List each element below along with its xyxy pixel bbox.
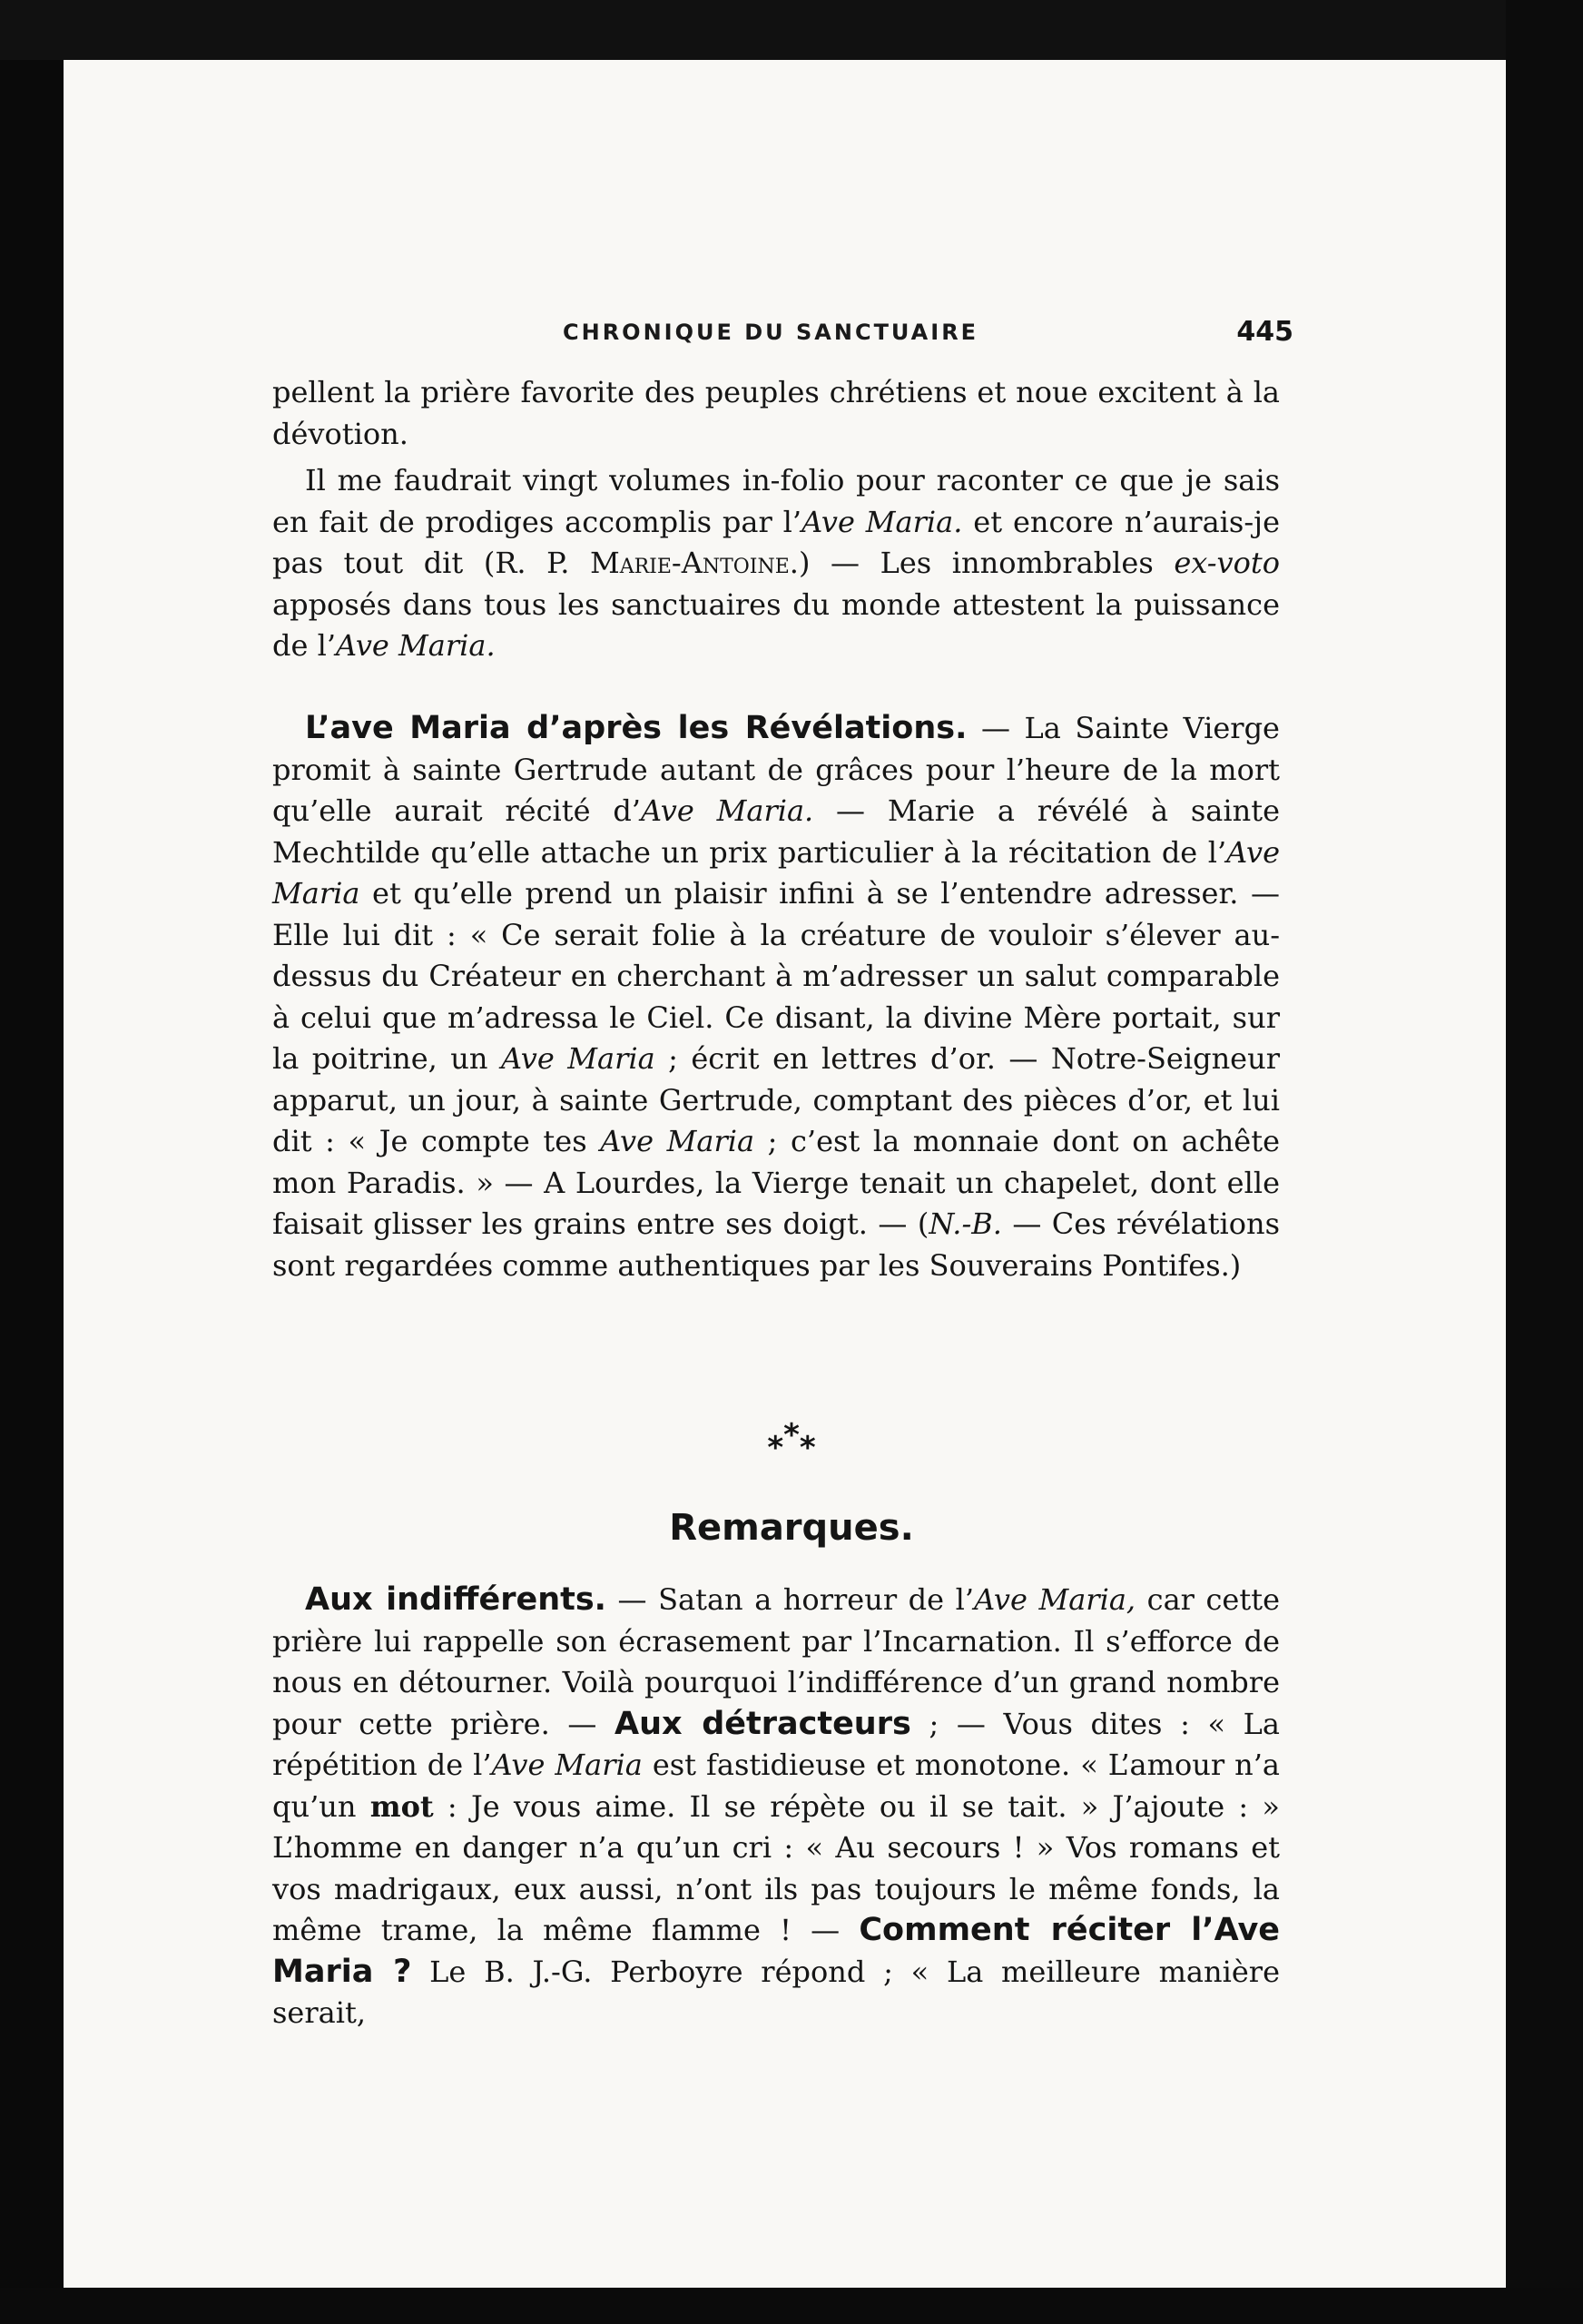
running-head (272, 316, 1293, 359)
scan-border-right (1506, 0, 1583, 2324)
asterism-divider: *** (767, 1417, 816, 1466)
revelations-section (272, 708, 1280, 1286)
scan-border-bottom (0, 2288, 1583, 2324)
paragraph-remarks: Aux indifférents. — Satan a horreur de l’Ave Maria, car cette prière lui rappelle son écrasement par l’Incarnation. Il s’efforce de nous en détourner. Voilà pourquoi l’indifférence d’un grand nombre pour cette prière. — Aux détracteurs ; — Vous dites : « La répétition de l’Ave Maria est fastidieuse et monotone. « L’amour n’a qu’un mot : Je vous aime. Il se répète ou il se tait. » J’ajoute : » L’homme en danger n’a qu’un cri : « Au secours ! » Vos romans et vos madrigaux, eux aussi, n’ont ils pas toujours le même fonds, la même trame, la même flamme ! — Comment réciter l’Ave Maria ? Le B. J.-G. Perboyre répond ; « La meilleure manière serait, (272, 1581, 1281, 2030)
paragraph-folio: Il me faudrait vingt volumes in-folio pour raconter ce que je sais en fait de prodiges accomplis par l’Ave Maria. et encore n’aurais-je pas tout dit (R. P. Marie-Antoine.) — Les innombrables ex-voto apposés dans tous les sanctuaires du monde attestent la puissance de l’Ave Maria. (272, 463, 1281, 663)
section-heading: Remarques. (669, 1507, 914, 1549)
run-in-heading-indifferents: Aux indifférents. (305, 1581, 606, 1618)
running-title: CHRONIQUE DU SANCTUAIRE (563, 320, 979, 345)
run-in-heading-detracteurs: Aux détracteurs (614, 1705, 911, 1742)
run-in-heading-comment: Comment réciter l’Ave Maria ? (272, 1912, 1280, 1990)
opening-paragraphs (272, 372, 1280, 667)
page-number: 445 (1236, 316, 1293, 348)
scan-border-top (0, 0, 1583, 60)
run-in-heading-revelations: L’ave Maria d’après les Révélations. (305, 710, 968, 746)
remarks-section (272, 1580, 1280, 2034)
paragraph-continuation: pellent la prière favorite des peuples chrétiens et noue excitent à la dévotion. (272, 375, 1280, 451)
paragraph-revelations: L’ave Maria d’après les Révélations. — La Sainte Vierge promit à sainte Gertrude autant de grâces pour l’heure de la mort qu’elle aurait récité d’Ave Maria. — Marie a révélé à sainte Mechtilde qu’elle attache un prix particulier à la récitation de l’Ave Maria et qu’elle prend un plaisir infini à se l’entendre adresser. — Elle lui dit : « Ce serait folie à la créature de vouloir s’élever au-dessus du Créateur en cherchant à m’adresser un salut comparable à celui que m’adressa le Ciel. Ce disant, la divine Mère portait, sur la poitrine, un Ave Maria ; écrit en lettres d’or. — Notre-Seigneur apparut, un jour, à sainte Gertrude, comptant des pièces d’or, et lui dit : « Je compte tes Ave Maria ; c’est la monnaie dont on achête mon Paradis. » — A Lourdes, la Vierge tenait un chapelet, dont elle faisait glisser les grains entre ses doigt. — (N.-B. — Ces révélations sont regardées comme authentiques par les Souverains Pontifes.) (272, 710, 1281, 1283)
